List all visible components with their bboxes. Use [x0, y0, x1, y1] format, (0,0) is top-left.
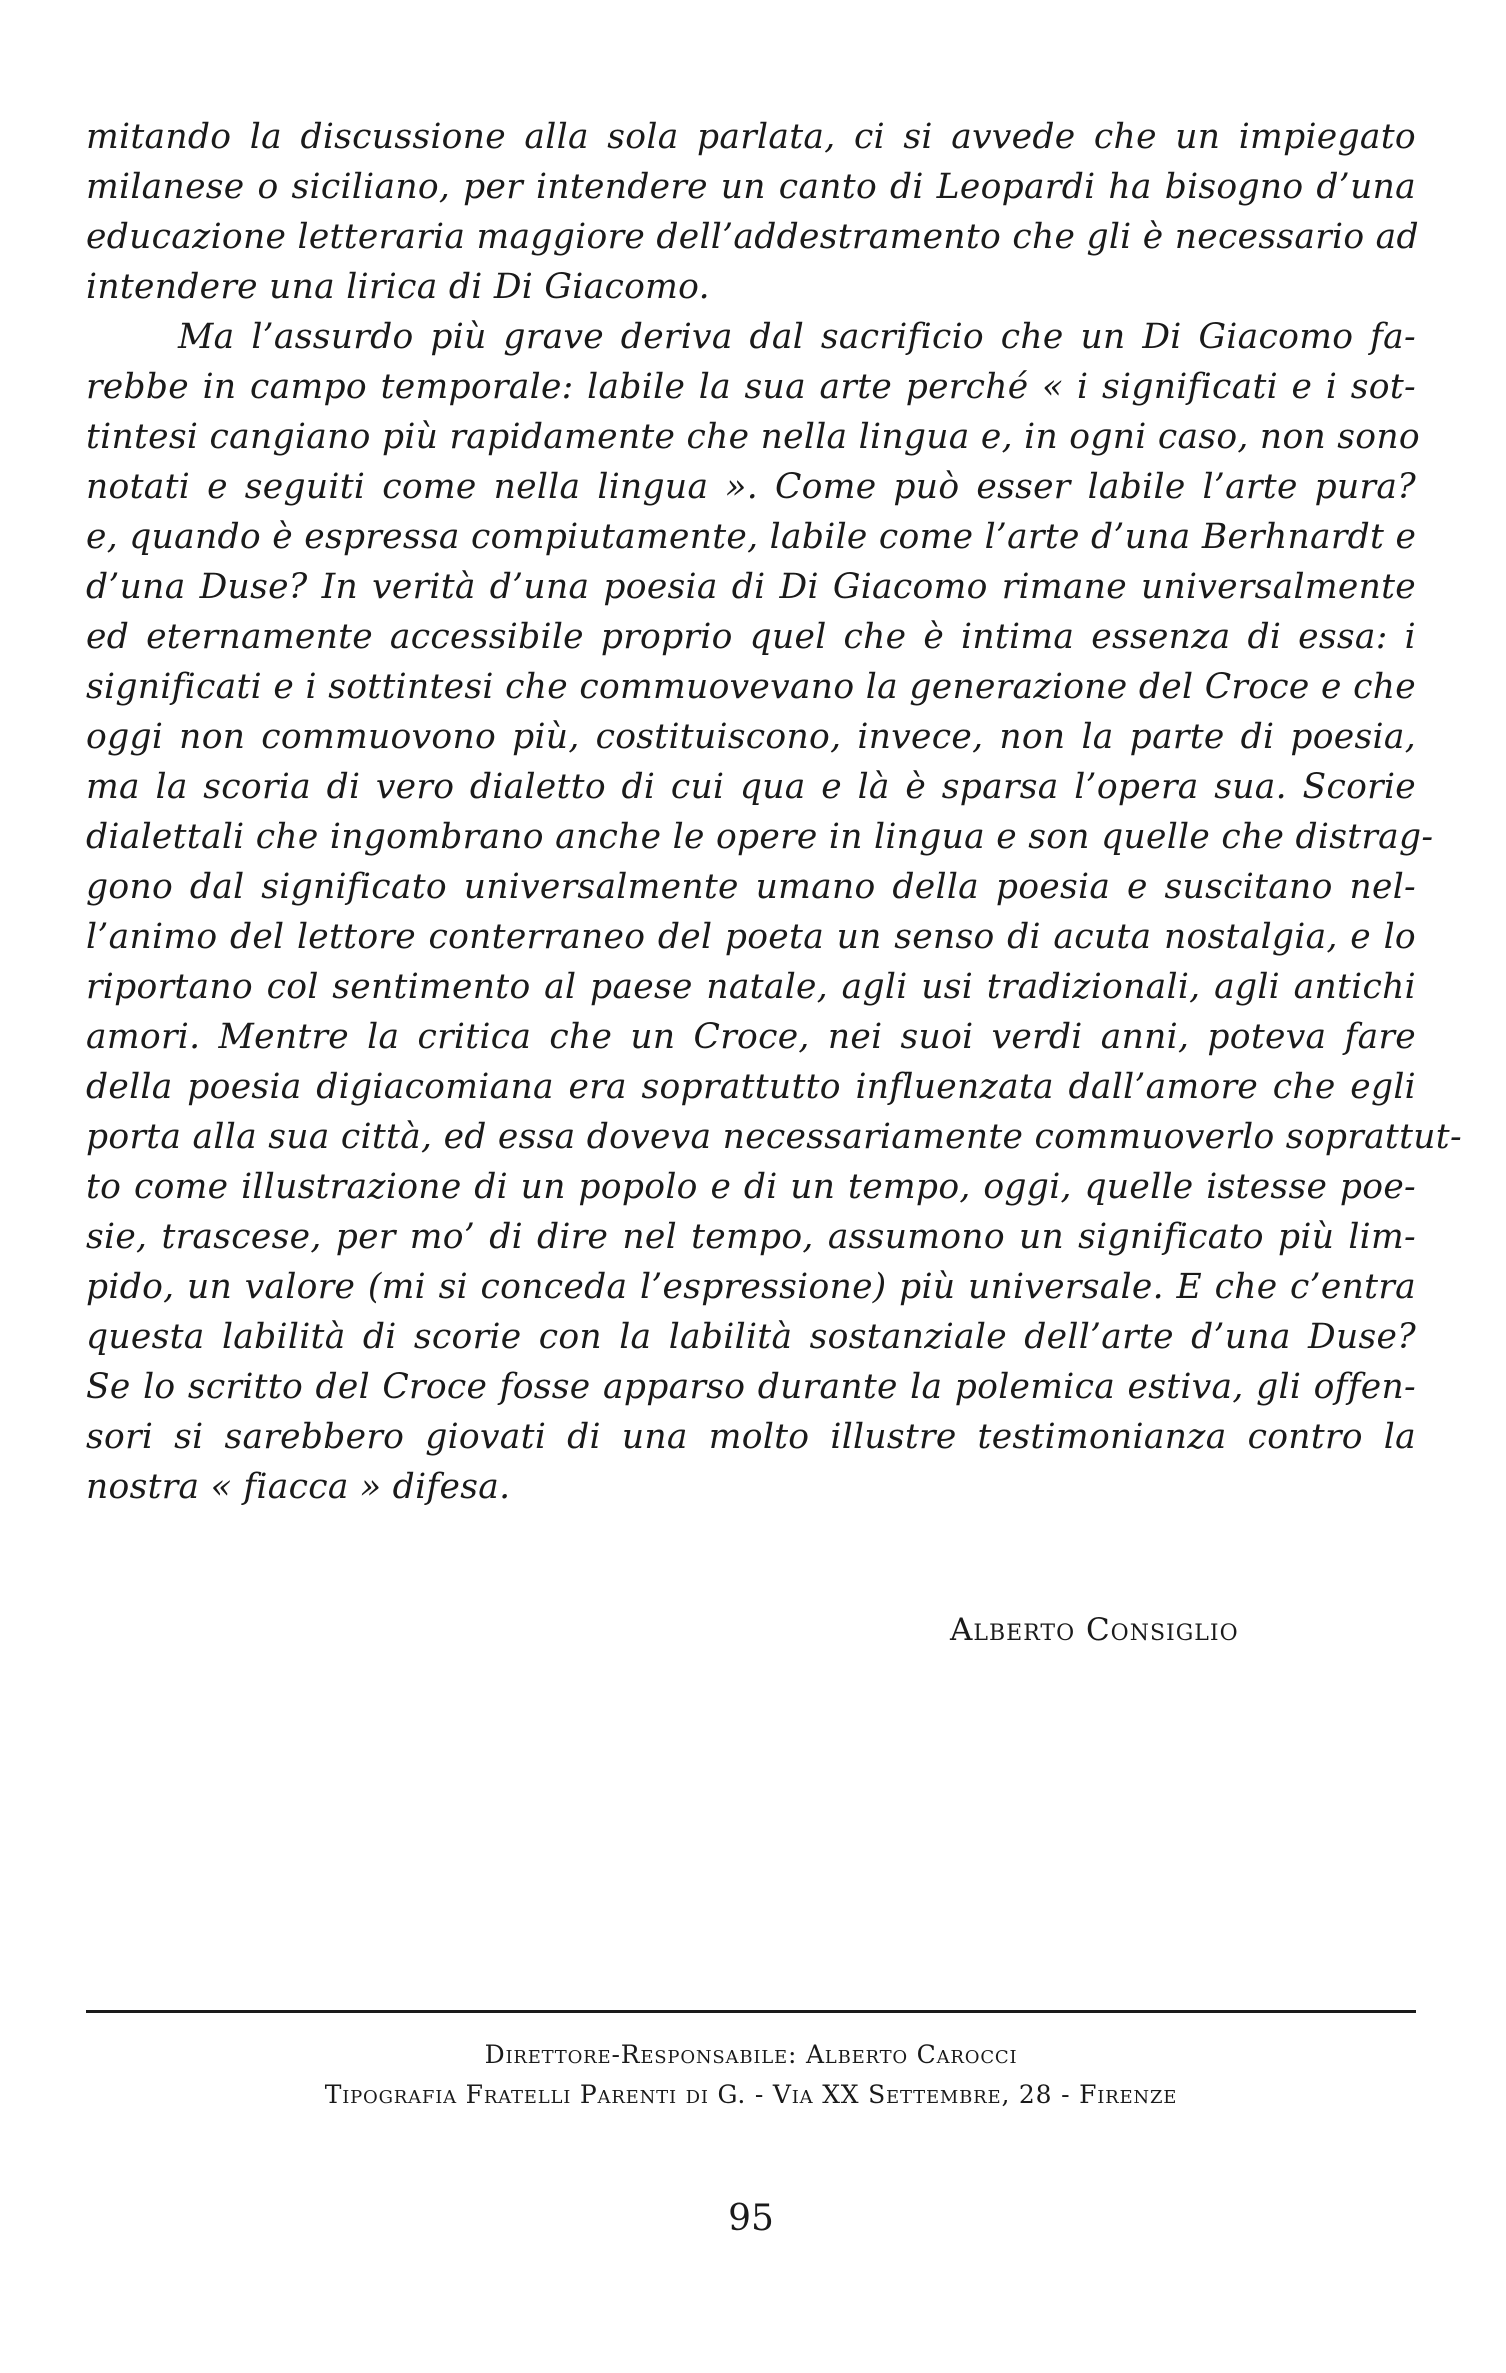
text-line: della poesia digiacomiana era soprattutto influenzata dall’amore che egli: [86, 1067, 1416, 1107]
text-line: d’una Duse? In verità d’una poesia di Di Giacomo rimane universalmente: [86, 567, 1416, 607]
text-line: questa labilità di scorie con la labilità sostanziale dell’arte d’una Duse?: [86, 1317, 1416, 1357]
text-line: to come illustrazione di un popolo e di un tempo, oggi, quelle istesse poe-: [86, 1167, 1416, 1207]
text-line: rebbe in campo temporale: labile la sua arte perché « i significati e i sot-: [86, 367, 1416, 407]
text-line: ma la scoria di vero dialetto di cui qua e là è sparsa l’opera sua. Scorie: [86, 767, 1416, 807]
text-line: milanese o siciliano, per intendere un canto di Leopardi ha bisogno d’una: [86, 167, 1416, 207]
text-line: sie, trascese, per mo’ di dire nel tempo, assumono un significato più lim-: [86, 1217, 1416, 1257]
text-line: nostra « fiacca » difesa.: [86, 1467, 511, 1507]
footer-editor-line: Direttore-Responsabile: Alberto Carocci: [484, 2040, 1018, 2069]
text-line: educazione letteraria maggiore dell’addestramento che gli è necessario ad: [86, 217, 1419, 257]
text-line: l’animo del lettore conterraneo del poeta un senso di acuta nostalgia, e lo: [86, 917, 1416, 957]
author-signature: Alberto Consiglio: [950, 1612, 1239, 1648]
text-line: pido, un valore (mi si conceda l’espressione) più universale. E che c’entra: [86, 1267, 1416, 1307]
text-line: Ma l’assurdo più grave deriva dal sacrificio che un Di Giacomo fa-: [178, 317, 1416, 357]
text-line: tintesi cangiano più rapidamente che nella lingua e, in ogni caso, non sono: [86, 417, 1420, 457]
text-line: notati e seguiti come nella lingua ». Come può esser labile l’arte pura?: [86, 467, 1416, 507]
text-line: dialettali che ingombrano anche le opere in lingua e son quelle che distrag-: [86, 817, 1434, 857]
text-line: riportano col sentimento al paese natale, agli usi tradizionali, agli antichi: [86, 967, 1416, 1007]
text-line: gono dal significato universalmente umano della poesia e suscitano nel-: [86, 867, 1416, 907]
text-line: porta alla sua città, ed essa doveva necessariamente commuoverlo soprattut-: [86, 1117, 1462, 1157]
text-line: significati e i sottintesi che commuovevano la generazione del Croce e che: [86, 667, 1416, 707]
text-line: oggi non commuovono più, costituiscono, invece, non la parte di poesia,: [86, 717, 1416, 757]
text-line: intendere una lirica di Di Giacomo.: [86, 267, 710, 307]
page-number: 95: [728, 2198, 774, 2239]
footer-printer-line: Tipografia Fratelli Parenti di G. - Via XX Settembre, 28 - Firenze: [324, 2080, 1178, 2109]
footer-divider: [86, 2010, 1416, 2013]
article-body: [86, 112, 1462, 1512]
text-line: Se lo scritto del Croce fosse apparso durante la polemica estiva, gli offen-: [86, 1367, 1416, 1407]
text-line: mitando la discussione alla sola parlata, ci si avvede che un impiegato: [86, 117, 1416, 157]
text-line: sori si sarebbero giovati di una molto illustre testimonianza contro la: [86, 1417, 1416, 1457]
text-line: e, quando è espressa compiutamente, labile come l’arte d’una Berhnardt e: [86, 517, 1417, 557]
text-line: ed eternamente accessibile proprio quel che è intima essenza di essa: i: [86, 617, 1416, 657]
text-line: amori. Mentre la critica che un Croce, nei suoi verdi anni, poteva fare: [86, 1017, 1416, 1057]
